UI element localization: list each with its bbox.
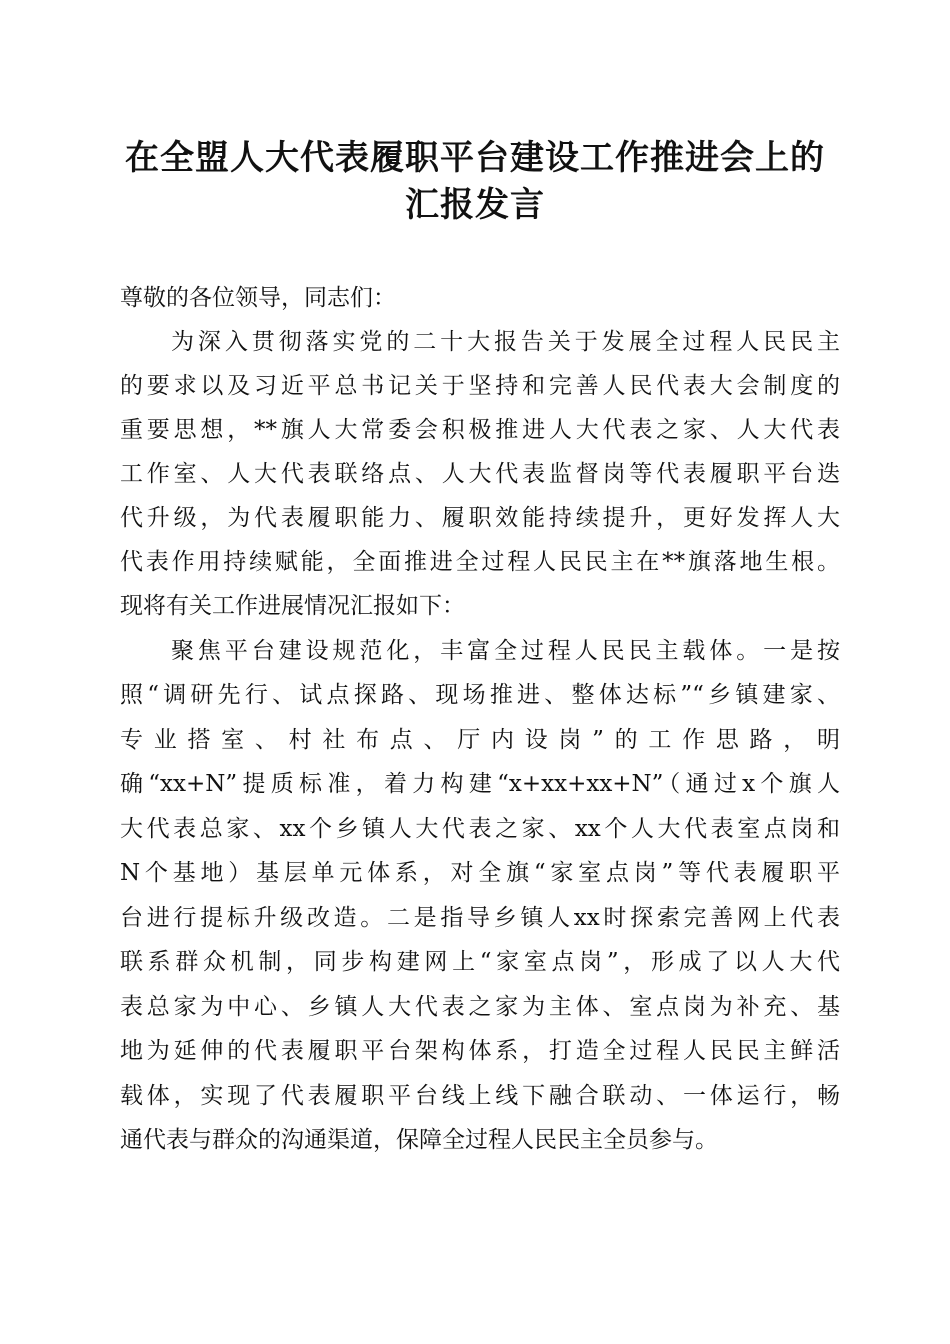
paragraph-2-line: 聚焦平台建设规范化，丰富全过程人民民主载体。一是按 [171, 638, 840, 664]
paragraph-2-line: 联系群众机制，同步构建网上“家室点岗”，形成了以人大代 [120, 949, 840, 975]
paragraph-2-line: 通代表与群众的沟通渠道，保障全过程人民民主全员参与。 [120, 1127, 718, 1153]
paragraph-2-line: 大代表总家、xx个乡镇人大代表之家、xx个人大代表室点岗和 [120, 816, 840, 842]
salutation: 尊敬的各位领导，同志们： [120, 285, 396, 311]
paragraph-2-line: 台进行提标升级改造。二是指导乡镇人xx时探索完善网上代表 [120, 905, 840, 931]
paragraph-2-line: 专业搭室、村社布点、厅内设岗”的工作思路，明 [120, 727, 840, 753]
paragraph-1-line: 的要求以及习近平总书记关于坚持和完善人民代表大会制度的 [120, 373, 840, 399]
paragraph-2-line: 载体，实现了代表履职平台线上线下融合联动、一体运行，畅 [120, 1083, 840, 1109]
paragraph-2-line: 确“xx+N”提质标准，着力构建“x+xx+xx+N”（通过x个旗人 [120, 771, 840, 797]
paragraph-2-line: N个基地）基层单元体系，对全旗“家室点岗”等代表履职平 [120, 860, 840, 886]
paragraph-1-line: 代表作用持续赋能，全面推进全过程人民民主在**旗落地生根。 [120, 549, 840, 575]
paragraph-1-line: 代升级，为代表履职能力、履职效能持续提升，更好发挥人大 [120, 505, 840, 531]
paragraph-2-line: 表总家为中心、乡镇人大代表之家为主体、室点岗为补充、基 [120, 994, 840, 1020]
paragraph-1-line: 工作室、人大代表联络点、人大代表监督岗等代表履职平台迭 [120, 461, 840, 487]
document-title-line-2: 汇报发言 [405, 185, 545, 225]
paragraph-2-line: 照“调研先行、试点探路、现场推进、整体达标”“乡镇建家、 [120, 682, 840, 708]
paragraph-1-line: 现将有关工作进展情况汇报如下： [120, 593, 465, 619]
paragraph-1-line: 为深入贯彻落实党的二十大报告关于发展全过程人民民主 [171, 329, 840, 355]
paragraph-2-line: 地为延伸的代表履职平台架构体系，打造全过程人民民主鲜活 [120, 1038, 840, 1064]
document-title-line-1: 在全盟人大代表履职平台建设工作推进会上的 [125, 138, 825, 178]
paragraph-1-line: 重要思想，**旗人大常委会积极推进人大代表之家、人大代表 [120, 417, 840, 443]
